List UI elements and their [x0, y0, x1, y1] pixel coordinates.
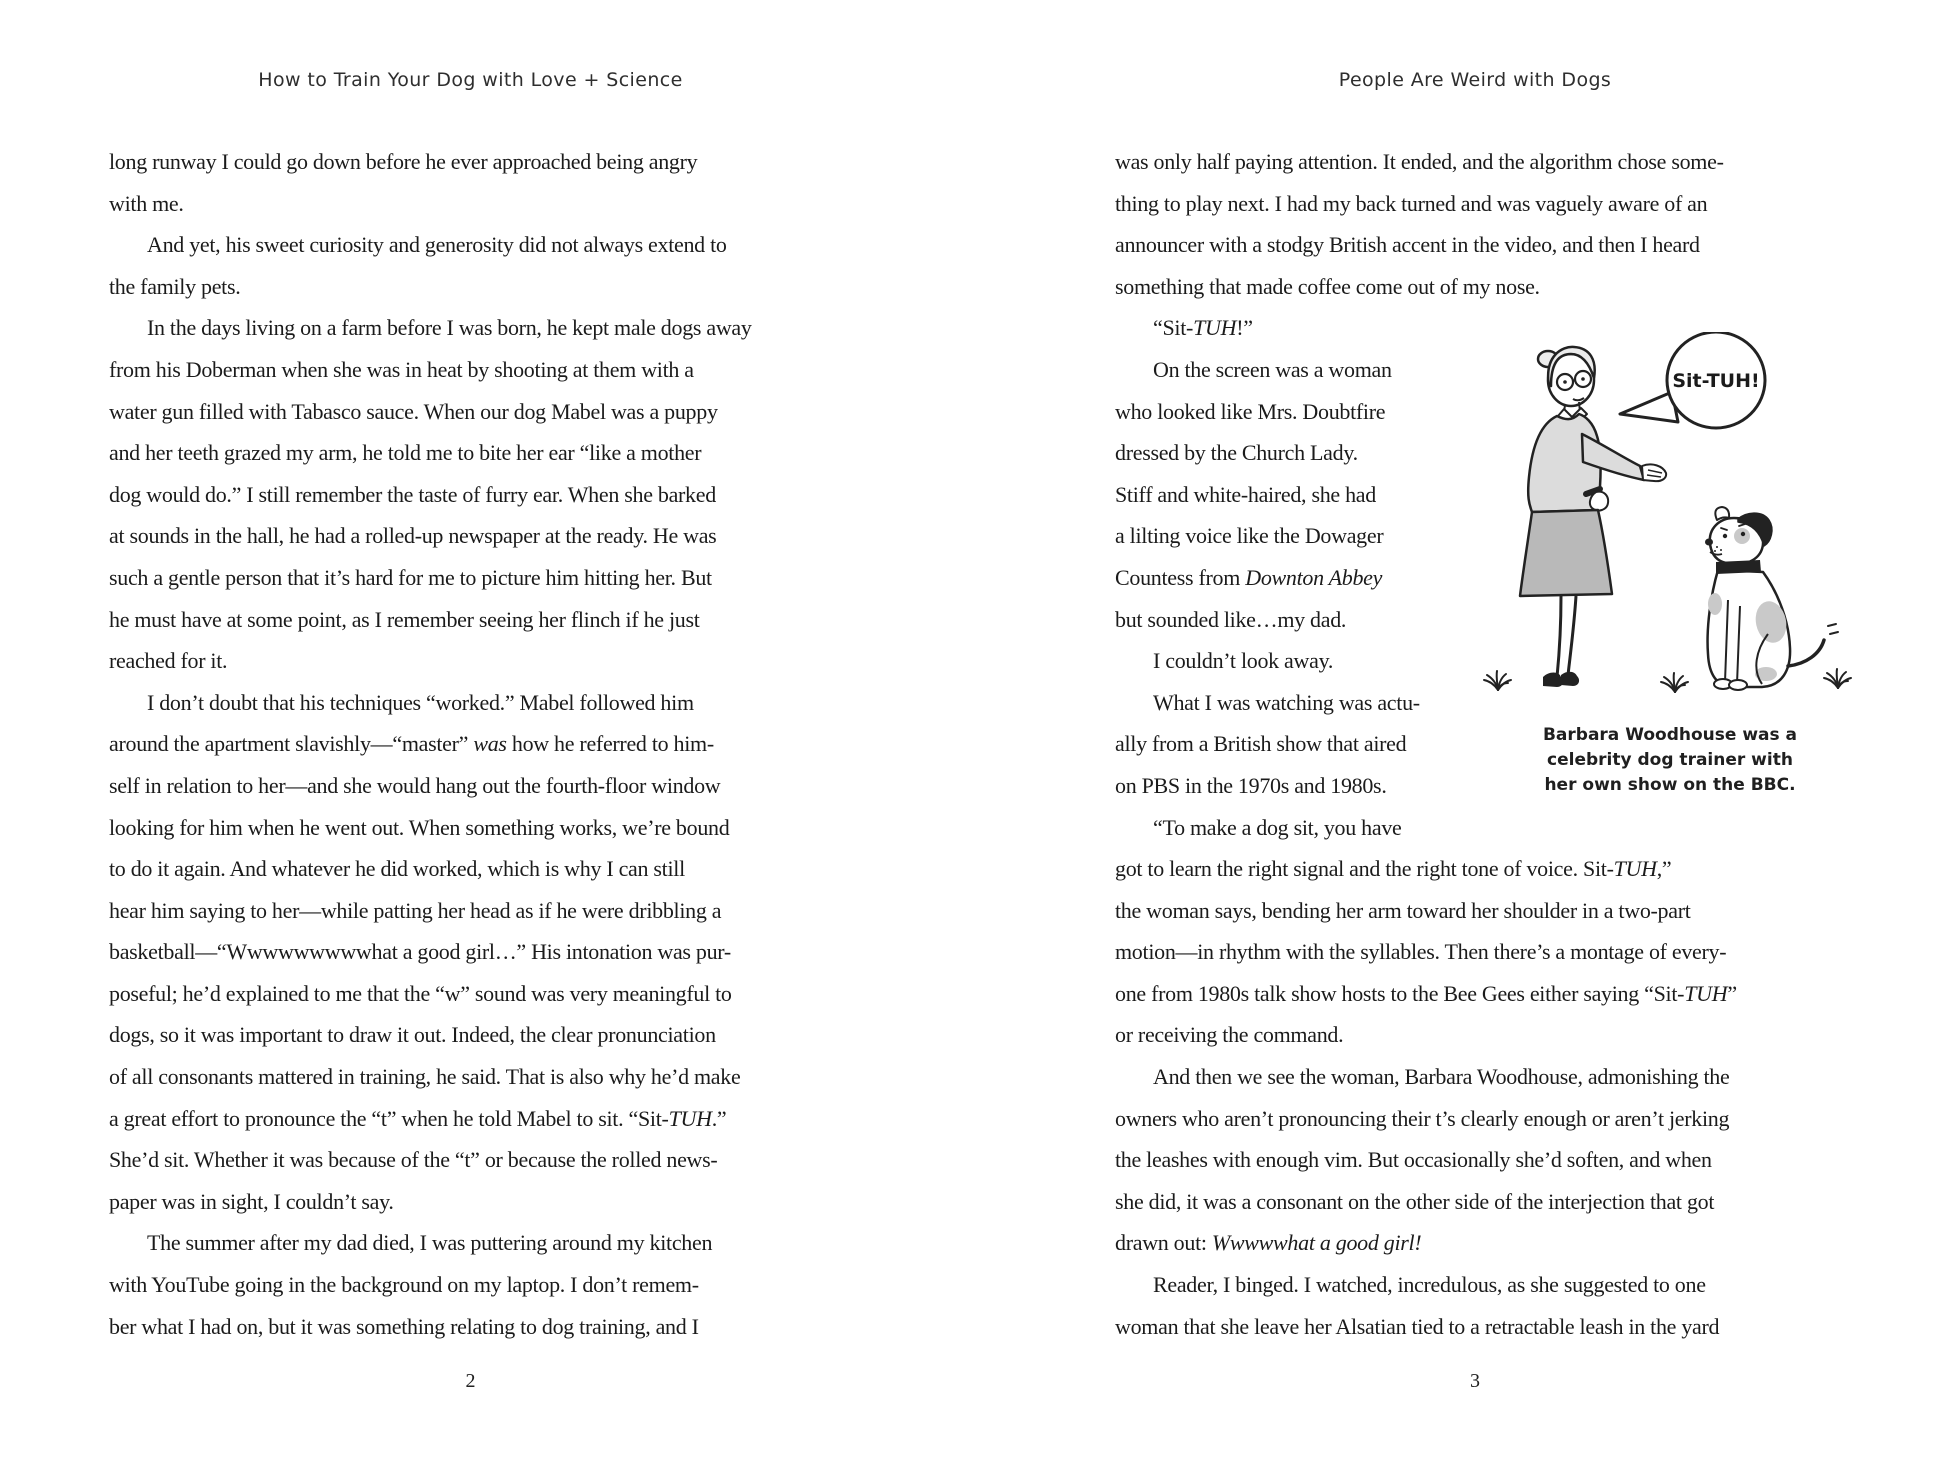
text-line: on PBS in the 1970s and 1980s. — [1115, 772, 1387, 798]
speech-bubble-text: Sit-TUH! — [1672, 370, 1760, 392]
text-line: drawn out: Wwwwwhat a good girl! — [1115, 1230, 1422, 1256]
text-line: dogs, so it was important to draw it out. Indeed, the clear pronunciation — [109, 1022, 716, 1048]
text-line: dog would do.” I still remember the taste of furry ear. When she barked — [109, 481, 716, 507]
text-line: Stiff and white-haired, she had — [1115, 481, 1376, 507]
text-line: long runway I could go down before he ever approached being angry — [109, 149, 698, 174]
text-line: hear him saying to her—while patting her head as if he were dribbling a — [109, 897, 722, 923]
text-line: a lilting voice like the Dowager — [1115, 523, 1384, 549]
text-line: dressed by the Church Lady. — [1115, 440, 1358, 466]
text-line: one from 1980s talk show hosts to the Bee Gees either saying “Sit-TUH” — [1115, 980, 1737, 1006]
left-page-number: 2 — [465, 1370, 476, 1392]
left-running-head: How to Train Your Dog with Love + Science — [258, 69, 683, 91]
text-line: “To make a dog sit, you have — [1153, 814, 1402, 840]
text-line: ber what I had on, but it was something relating to dog training, and I — [109, 1313, 699, 1339]
text-line: And yet, his sweet curiosity and generosity did not always extend to — [147, 232, 727, 258]
text-line: announcer with a stodgy British accent in the video, and then I heard — [1115, 232, 1700, 258]
text-line: basketball—“Wwwwwwwwwhat a good girl…” His intonation was pur- — [109, 939, 731, 965]
text-line: reached for it. — [109, 648, 228, 674]
text-line: thing to play next. I had my back turned and was vaguely aware of an — [1115, 190, 1708, 216]
text-line: self in relation to her—and she would hang out the fourth-floor window — [109, 772, 721, 798]
text-line: to do it again. And whatever he did worked, which is why I can still — [109, 856, 685, 882]
text-line: What I was watching was actu- — [1153, 689, 1420, 715]
text-line: In the days living on a farm before I was born, he kept male dogs away — [147, 315, 752, 341]
woman-figure — [1520, 347, 1666, 687]
text-line: On the screen was a woman — [1153, 356, 1392, 382]
text-line: looking for him when he went out. When something works, we’re bound — [109, 814, 730, 840]
grass-tufts — [1484, 669, 1851, 692]
text-line: She’d sit. Whether it was because of the “t” or because the rolled news- — [109, 1147, 718, 1173]
text-line: ally from a British show that aired — [1115, 731, 1407, 757]
text-line: a great effort to pronounce the “t” when he told Mabel to sit. “Sit-TUH.” — [109, 1105, 727, 1131]
text-line: something that made coffee come out of my nose. — [1115, 273, 1540, 299]
text-line: but sounded like…my dad. — [1115, 606, 1347, 632]
right-page-number: 3 — [1470, 1370, 1480, 1392]
text-line: I don’t doubt that his techniques “worked.” Mabel followed him — [147, 689, 694, 715]
text-line: owners who aren’t pronouncing their t’s clearly enough or aren’t jerking — [1115, 1105, 1730, 1131]
text-line: got to learn the right signal and the right tone of voice. Sit-TUH,” — [1115, 856, 1672, 882]
caption-line: Barbara Woodhouse was a — [1542, 725, 1798, 745]
text-line: was only half paying attention. It ended, and the algorithm chose some- — [1115, 149, 1724, 174]
woodhouse-illustration — [1470, 332, 1870, 798]
text-line: with YouTube going in the background on my laptop. I don’t remem- — [109, 1272, 699, 1298]
text-line: paper was in sight, I couldn’t say. — [109, 1188, 394, 1214]
text-line: she did, it was a consonant on the other side of the interjection that got — [1115, 1188, 1715, 1214]
speech-bubble — [1620, 332, 1765, 428]
text-line: Reader, I binged. I watched, incredulous, as she suggested to one — [1153, 1272, 1706, 1298]
woodhouse-dog-drawing — [1470, 332, 1870, 697]
text-line: poseful; he’d explained to me that the “w” sound was very meaningful to — [109, 980, 732, 1006]
text-line: with me. — [109, 190, 184, 216]
text-line: I couldn’t look away. — [1153, 648, 1334, 674]
text-line: from his Doberman when she was in heat by shooting at them with a — [109, 356, 694, 382]
caption-line: celebrity dog trainer with — [1547, 750, 1793, 770]
text-line: who looked like Mrs. Doubtfire — [1115, 398, 1386, 424]
text-line: the leashes with enough vim. But occasionally she’d soften, and when — [1115, 1147, 1712, 1173]
text-line: the family pets. — [109, 273, 241, 299]
text-line: The summer after my dad died, I was puttering around my kitchen — [147, 1230, 713, 1256]
caption-line: her own show on the BBC. — [1544, 775, 1796, 795]
right-running-head: People Are Weird with Dogs — [1338, 69, 1612, 91]
text-line: around the apartment slavishly—“master” was how he referred to him- — [109, 731, 714, 757]
dog-figure — [1705, 507, 1838, 690]
text-line: woman that she leave her Alsatian tied to a retractable leash in the yard — [1115, 1313, 1720, 1339]
text-line: “Sit-TUH!” — [1153, 315, 1253, 341]
text-line: such a gentle person that it’s hard for me to picture him hitting her. But — [109, 564, 712, 590]
text-line: and her teeth grazed my arm, he told me to bite her ear “like a mother — [109, 440, 702, 466]
text-line: at sounds in the hall, he had a rolled-up newspaper at the ready. He was — [109, 523, 717, 549]
left-page-text — [109, 141, 832, 1347]
illustration-caption — [1470, 723, 1870, 798]
text-line: of all consonants mattered in training, he said. That is also why he’d make — [109, 1064, 741, 1090]
text-line: he must have at some point, as I remember seeing her flinch if he just — [109, 606, 700, 632]
text-line: And then we see the woman, Barbara Woodhouse, admonishing the — [1153, 1064, 1730, 1090]
text-line: motion—in rhythm with the syllables. Then there’s a montage of every- — [1115, 939, 1727, 965]
text-line: Countess from Downton Abbey — [1115, 564, 1383, 590]
text-line: the woman says, bending her arm toward her shoulder in a two-part — [1115, 897, 1691, 923]
text-line: or receiving the command. — [1115, 1022, 1344, 1048]
text-line: water gun filled with Tabasco sauce. When our dog Mabel was a puppy — [109, 398, 718, 424]
